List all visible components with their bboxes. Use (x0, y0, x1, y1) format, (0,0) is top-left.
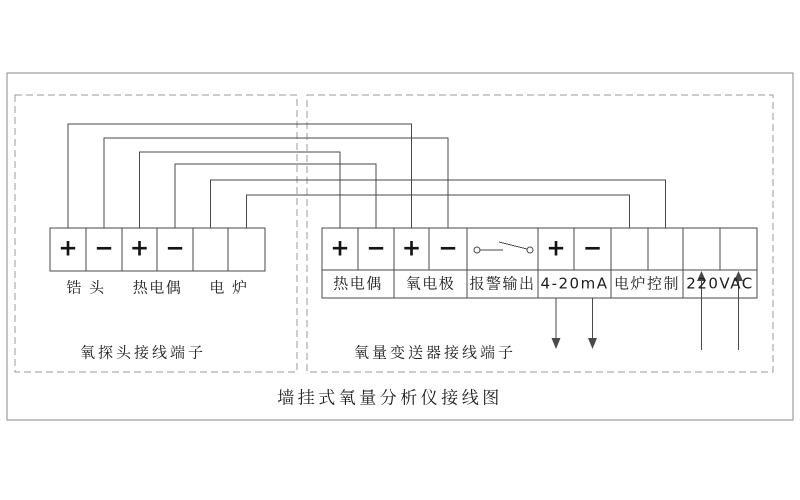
terminal-sign: + (401, 235, 422, 262)
terminal-group-label: 锆 头 (66, 278, 106, 297)
terminal-group-label: 220VAC (686, 274, 754, 293)
diagram-title: 墙挂式氧量分析仪接线图 (277, 388, 503, 409)
terminal-group-label: 报警输出 (469, 274, 536, 293)
terminal-sign: − (165, 235, 185, 262)
terminal-group-label: 氧电极 (405, 274, 456, 293)
terminal-sign: − (94, 235, 114, 262)
terminal-sign: + (546, 235, 566, 262)
terminal-sign: + (58, 235, 78, 262)
transmitter-box-caption: 氧量变送器接线端子 (353, 343, 517, 362)
terminal-sign: − (366, 235, 386, 262)
terminal-sign: − (438, 235, 458, 262)
terminal-group-label: 热电偶 (333, 274, 383, 293)
probe-box-caption: 氧探头接线端子 (79, 343, 207, 362)
terminal-sign: + (330, 235, 350, 262)
terminal-group-label: 电炉控制 (613, 274, 681, 293)
terminal-group-label: 4-20mA (540, 274, 609, 293)
terminal-sign: + (129, 235, 150, 262)
terminal-sign: − (582, 235, 603, 262)
terminal-group-label: 电 炉 (209, 278, 249, 297)
terminal-group-label: 热电偶 (132, 278, 183, 297)
